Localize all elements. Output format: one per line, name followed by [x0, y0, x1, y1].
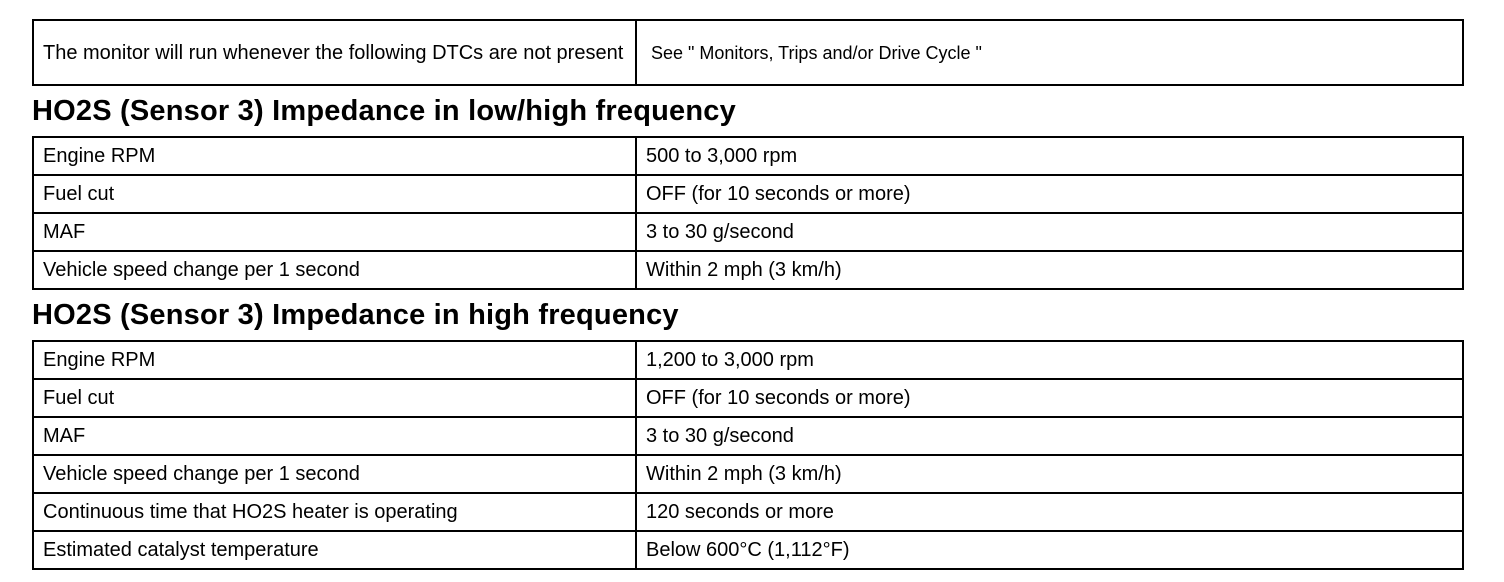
- condition-label: MAF: [33, 213, 636, 251]
- condition-label: Vehicle speed change per 1 second: [33, 455, 636, 493]
- table-row: [33, 175, 1463, 213]
- condition-value: 3 to 30 g/second: [636, 417, 1463, 455]
- condition-label: Continuous time that HO2S heater is operating: [33, 493, 636, 531]
- condition-value: 1,200 to 3,000 rpm: [636, 341, 1463, 379]
- condition-value: 500 to 3,000 rpm: [636, 137, 1463, 175]
- low-high-frequency-table: [32, 136, 1464, 290]
- table-row: [33, 137, 1463, 175]
- condition-label: Fuel cut: [33, 175, 636, 213]
- condition-label: Fuel cut: [33, 379, 636, 417]
- condition-value: 120 seconds or more: [636, 493, 1463, 531]
- condition-label: MAF: [33, 417, 636, 455]
- condition-value: Below 600°C (1,112°F): [636, 531, 1463, 569]
- table-row: [33, 213, 1463, 251]
- table-row: [33, 493, 1463, 531]
- condition-value: OFF (for 10 seconds or more): [636, 175, 1463, 213]
- table-row: [33, 251, 1463, 289]
- section-title-low-high-frequency: HO2S (Sensor 3) Impedance in low/high frequency: [32, 95, 736, 127]
- table-row: [33, 341, 1463, 379]
- dtc-condition-label: The monitor will run whenever the following DTCs are not present: [33, 20, 636, 85]
- condition-value: 3 to 30 g/second: [636, 213, 1463, 251]
- high-frequency-table: [32, 340, 1464, 570]
- condition-label: Estimated catalyst temperature: [33, 531, 636, 569]
- dtc-condition-table: [32, 19, 1464, 86]
- table-row: [33, 455, 1463, 493]
- table-row: [33, 417, 1463, 455]
- condition-value: Within 2 mph (3 km/h): [636, 455, 1463, 493]
- table-row: [33, 531, 1463, 569]
- condition-label: Vehicle speed change per 1 second: [33, 251, 636, 289]
- condition-label: Engine RPM: [33, 341, 636, 379]
- condition-value: OFF (for 10 seconds or more): [636, 379, 1463, 417]
- dtc-condition-reference: See " Monitors, Trips and/or Drive Cycle ": [636, 20, 1463, 85]
- document-page: [32, 19, 1462, 570]
- section-title-high-frequency: HO2S (Sensor 3) Impedance in high frequency: [32, 299, 679, 331]
- condition-label: Engine RPM: [33, 137, 636, 175]
- table-row: [33, 379, 1463, 417]
- condition-value: Within 2 mph (3 km/h): [636, 251, 1463, 289]
- table-row: [33, 20, 1463, 85]
